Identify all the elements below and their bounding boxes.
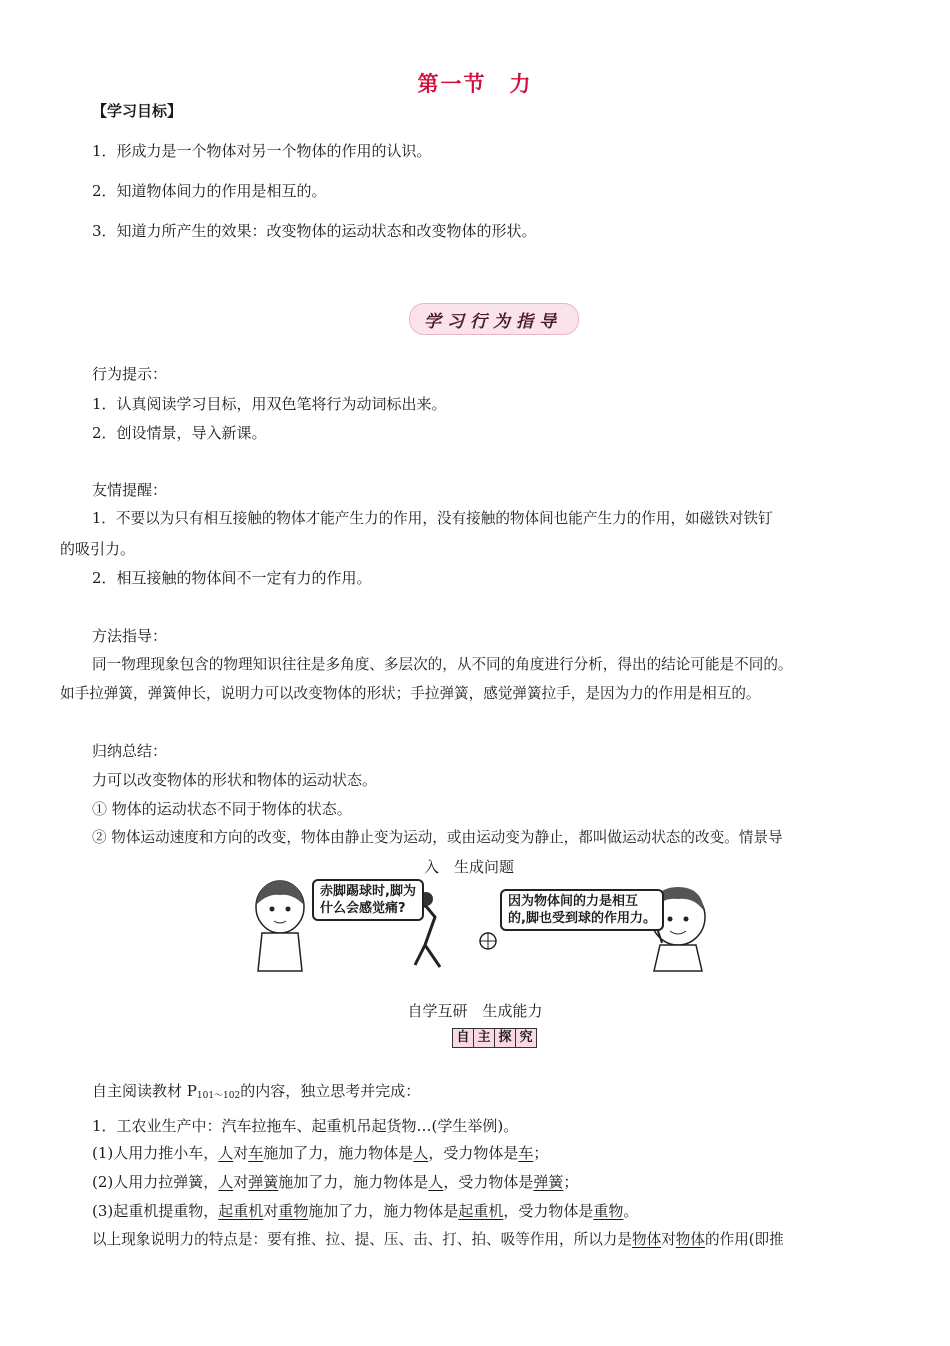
- answer: 人: [413, 1144, 429, 1162]
- behavior-heading: 行为提示：: [92, 365, 168, 383]
- text: 的作用(即推: [705, 1231, 784, 1248]
- method-line: 如手拉弹簧，弹簧伸长，说明力可以改变物体的形状；手拉弹簧，感觉弹簧拉手，是因为力的作用是相互的。: [60, 685, 761, 702]
- bubble-line: 赤脚踢球时,脚为: [320, 884, 416, 899]
- self-study-badge: [452, 1028, 536, 1048]
- text: 施加了力，施力物体是: [308, 1202, 459, 1220]
- objectives-heading: 【学习目标】: [92, 102, 183, 120]
- text: ；: [563, 1173, 579, 1191]
- bubble-line: 因为物体间的力是相互: [508, 894, 639, 909]
- question-1a: [92, 1142, 548, 1164]
- reminder-item-1-line2: 的吸引力。: [60, 540, 136, 558]
- method-heading: 方法指导：: [92, 627, 168, 645]
- text: ，受力物体是: [428, 1144, 519, 1162]
- answer: 人: [218, 1173, 234, 1191]
- text: 对: [661, 1231, 676, 1248]
- text: 。: [623, 1202, 639, 1220]
- badge-char: 主: [473, 1028, 495, 1048]
- objective-item: 1．形成力是一个物体对另一个物体的作用的认识。: [92, 142, 432, 160]
- text: 对: [233, 1144, 249, 1162]
- answer: 物体: [675, 1231, 705, 1248]
- question-1c: [92, 1200, 638, 1222]
- answer: 起重机: [218, 1202, 264, 1220]
- answer: 弹簧: [248, 1173, 279, 1191]
- answer: 重物: [593, 1202, 624, 1220]
- method-line: 同一物理现象包含的物理知识往往是多角度、多层次的，从不同的角度进行分析，得出的结论可能是不同的。: [92, 656, 793, 673]
- self-study-intro: [92, 1080, 420, 1107]
- text: ，受力物体是: [503, 1202, 594, 1220]
- text: 施加了力，施力物体是: [278, 1173, 429, 1191]
- illustration: [240, 875, 720, 975]
- bubble-line: 的,脚也受到球的作用力。: [508, 911, 656, 926]
- question-1b: [92, 1171, 578, 1193]
- text: (3)起重机提重物，: [92, 1202, 219, 1220]
- objective-item: 2．知道物体间力的作用是相互的。: [92, 182, 327, 200]
- question-1: 1．工农业生产中：汽车拉拖车、起重机吊起货物…(学生举例)。: [92, 1117, 519, 1135]
- behavior-item: 1．认真阅读学习目标，用双色笔将行为动词标出来。: [92, 395, 447, 413]
- reminder-item-2: 2．相互接触的物体间不一定有力的作用。: [92, 569, 372, 587]
- answer: 起重机: [458, 1202, 504, 1220]
- text: 以上现象说明力的特点是：要有推、拉、提、压、击、打、拍、吸等作用，所以力是: [92, 1231, 632, 1248]
- objective-item: 3．知道力所产生的效果：改变物体的运动状态和改变物体的形状。: [92, 222, 537, 240]
- answer: 重物: [278, 1202, 309, 1220]
- answer: 弹簧: [533, 1173, 564, 1191]
- reminder-heading: 友情提醒：: [92, 481, 168, 499]
- answer: 车: [518, 1144, 534, 1162]
- answer: 物体: [631, 1231, 662, 1248]
- summary-line: ② 物体运动速度和方向的改变，物体由静止变为运动，或由运动变为静止，都叫做运动状态的改变。情景导: [92, 829, 783, 846]
- summary-line: ① 物体的运动状态不同于物体的状态。: [92, 800, 352, 818]
- summary-line: 力可以改变物体的形状和物体的运动状态。: [92, 771, 378, 789]
- intro-text: 的内容，独立思考并完成：: [240, 1082, 421, 1100]
- answer: 人: [218, 1144, 234, 1162]
- page-title: 第一节 力: [417, 72, 533, 96]
- reminder-item-1-line1: 1．不要以为只有相互接触的物体才能产生力的作用，没有接触的物体间也能产生力的作用，如磁铁对铁钉: [92, 510, 773, 527]
- self-study-heading: 自学互研 生成能力: [407, 1002, 543, 1020]
- banner-text: 学习行为指导: [424, 312, 562, 332]
- text: ；: [533, 1144, 549, 1162]
- summary-heading: 归纳总结：: [92, 742, 168, 760]
- question-bubble: [312, 879, 424, 921]
- behavior-item: 2．创设情景，导入新课。: [92, 424, 267, 442]
- summary-line: 入 生成问题: [424, 858, 515, 876]
- text: 对: [233, 1173, 249, 1191]
- intro-text: 自主阅读教材 P: [92, 1082, 197, 1100]
- badge-char: 究: [515, 1028, 537, 1048]
- bubble-line: 什么会感觉痛?: [320, 901, 406, 916]
- text: (2)人用力拉弹簧，: [92, 1173, 219, 1191]
- answer: 车: [248, 1144, 264, 1162]
- badge-char: 自: [452, 1028, 474, 1048]
- text: (1)人用力推小车，: [92, 1144, 219, 1162]
- answer: 人: [428, 1173, 444, 1191]
- section-banner: [395, 300, 591, 336]
- text: 对: [263, 1202, 279, 1220]
- badge-char: 探: [494, 1028, 516, 1048]
- text: 施加了力，施力物体是: [263, 1144, 414, 1162]
- page-range: 101～102: [196, 1091, 241, 1101]
- text: ，受力物体是: [443, 1173, 534, 1191]
- conclusion: [92, 1229, 784, 1251]
- answer-bubble: [500, 889, 664, 931]
